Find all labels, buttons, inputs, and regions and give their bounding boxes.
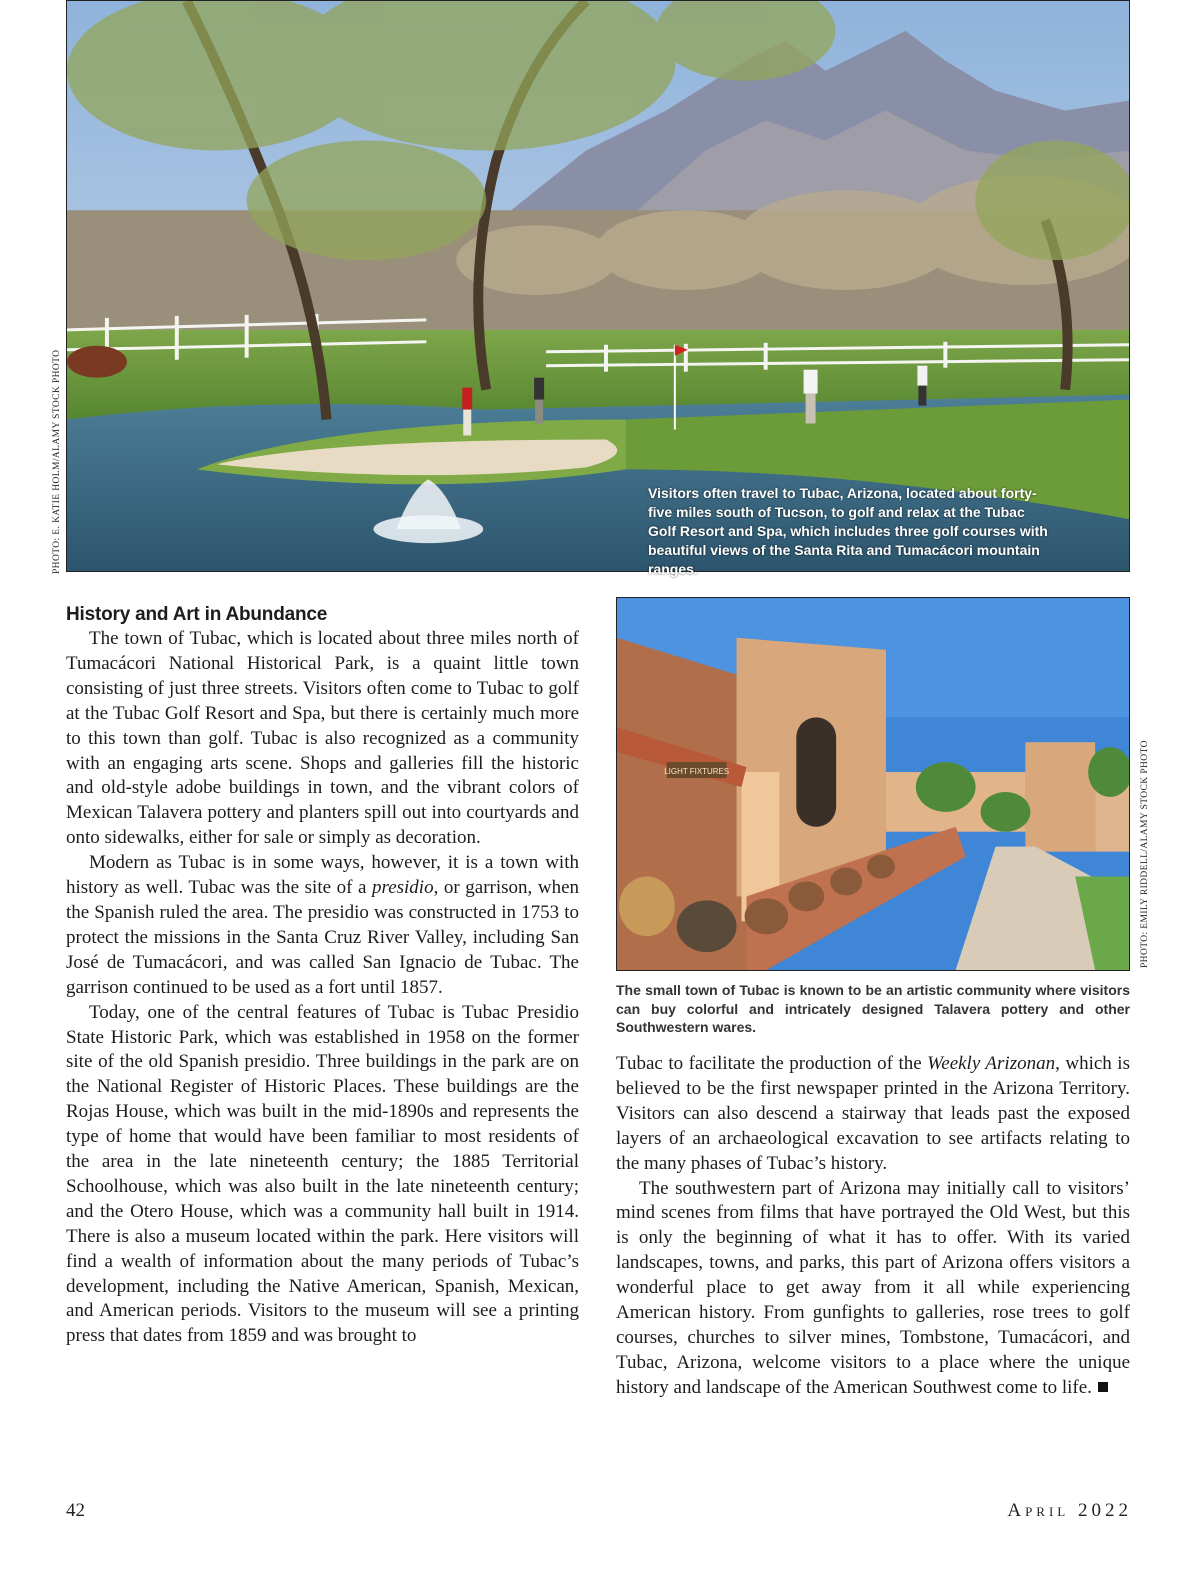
paragraph-continuation: Tubac to facilitate the production of the Weekly Arizonan, which is believed to be the first newspaper printed in the Arizona Territory. Visitors can also descend a stairway that leads past the exposed layers of an archaeological excavation to see artifacts relating to the many phases of Tubac’s history. — [616, 1053, 1130, 1174]
paragraph-closing: The southwestern part of Arizona may initially call to visitors’ mind scenes from films that have portrayed the Old West, but this is only the beginning of what it has to offer. With its varied landscapes, towns, and parks, this part of Arizona offers visitors a wonderful place to get away from it all while experiencing American history. From gunfights to galleries, rose trees to golf courses, churches to silver mines, Tombstone, Tumacácori, and Tubac, Arizona, welcome visitors to a place where the unique history and landscape of the American Southwest come to life. — [616, 1177, 1130, 1398]
end-of-article-mark — [1098, 1382, 1108, 1392]
tubac-street-photo — [616, 597, 1130, 971]
article-right-column — [616, 1052, 1130, 1401]
adobe-street-illustration — [617, 598, 1129, 970]
right-adobe-building — [1025, 742, 1095, 851]
top-photo-credit: PHOTO: E. KATIE HOLM/ALAMY STOCK PHOTO — [52, 349, 62, 574]
paragraph-1: The town of Tubac, which is located about three miles north of Tumacácori National Historical Park, is a quaint little town consisting of just three streets. Visitors often come to Tubac to golf at the Tubac Golf Resort and Spa, but there is certainly much more to this town than golf. Tubac is also recognized as a community with an engaging arts scene. Shops and galleries fill the historic and old-style adobe buildings in town, and the vibrant colors of Mexican Talavera pottery and planters spill out into courtyards and onto sidewalks, either for sale or simply as decoration. — [66, 628, 579, 849]
cattle — [67, 346, 127, 378]
shop-sign-text: LIGHT FIXTURES — [664, 767, 730, 777]
top-photo-caption: Visitors often travel to Tubac, Arizona, located about forty-five miles south of Tucson, to golf and relax at the Tubac Golf Resort and Spa, which includes three golf courses with beautiful views of the Santa Rita and Tumacácori mountain ranges. — [648, 485, 1048, 577]
issue-date: April 2022 — [1007, 1500, 1132, 1521]
side-photo-credit: PHOTO: EMILY RIDDELL/ALAMY STOCK PHOTO — [1140, 740, 1150, 968]
page-number: 42 — [66, 1500, 85, 1521]
paragraph-2: Modern as Tubac is in some ways, however, it is a town with history as well. Tubac was the site of a presidio, or garrison, when the Spanish ruled the area. The presidio was constructed in 1753 to protect the missions in the Santa Cruz River Valley, including San José de Tumacácori, and was called San Ignacio de Tubac. The garrison continued to be used as a fort until 1857. — [66, 852, 580, 998]
article-left-column — [66, 602, 579, 1349]
paragraph-3: Today, one of the central features of Tubac is Tubac Presidio State Historic Park, which was established in 1958 on the former site of the old Spanish presidio. Three buildings in the park are on the National Register of Historic Places. These buildings are the Rojas House, which was built in the mid-1890s and represents the type of home that would have been familiar to most residents of the area in the late nineteenth century; the 1885 Territorial Schoolhouse, which was also built in the late nineteenth century; and the Otero House, which was a community hall built in 1914. There is also a museum located within the park. Here visitors will find a wealth of information about the many periods of Tubac’s development, including the Native American, Spanish, Mexican, and American periods. Visitors to the museum will see a printing press that dates from 1859 and was brought to — [66, 1001, 579, 1347]
side-photo-caption: The small town of Tubac is known to be an artistic community where visitors can buy colorful and intricately designed Talavera pottery and other Southwestern wares. — [616, 982, 1130, 1035]
section-heading: History and Art in Abundance — [66, 604, 328, 625]
